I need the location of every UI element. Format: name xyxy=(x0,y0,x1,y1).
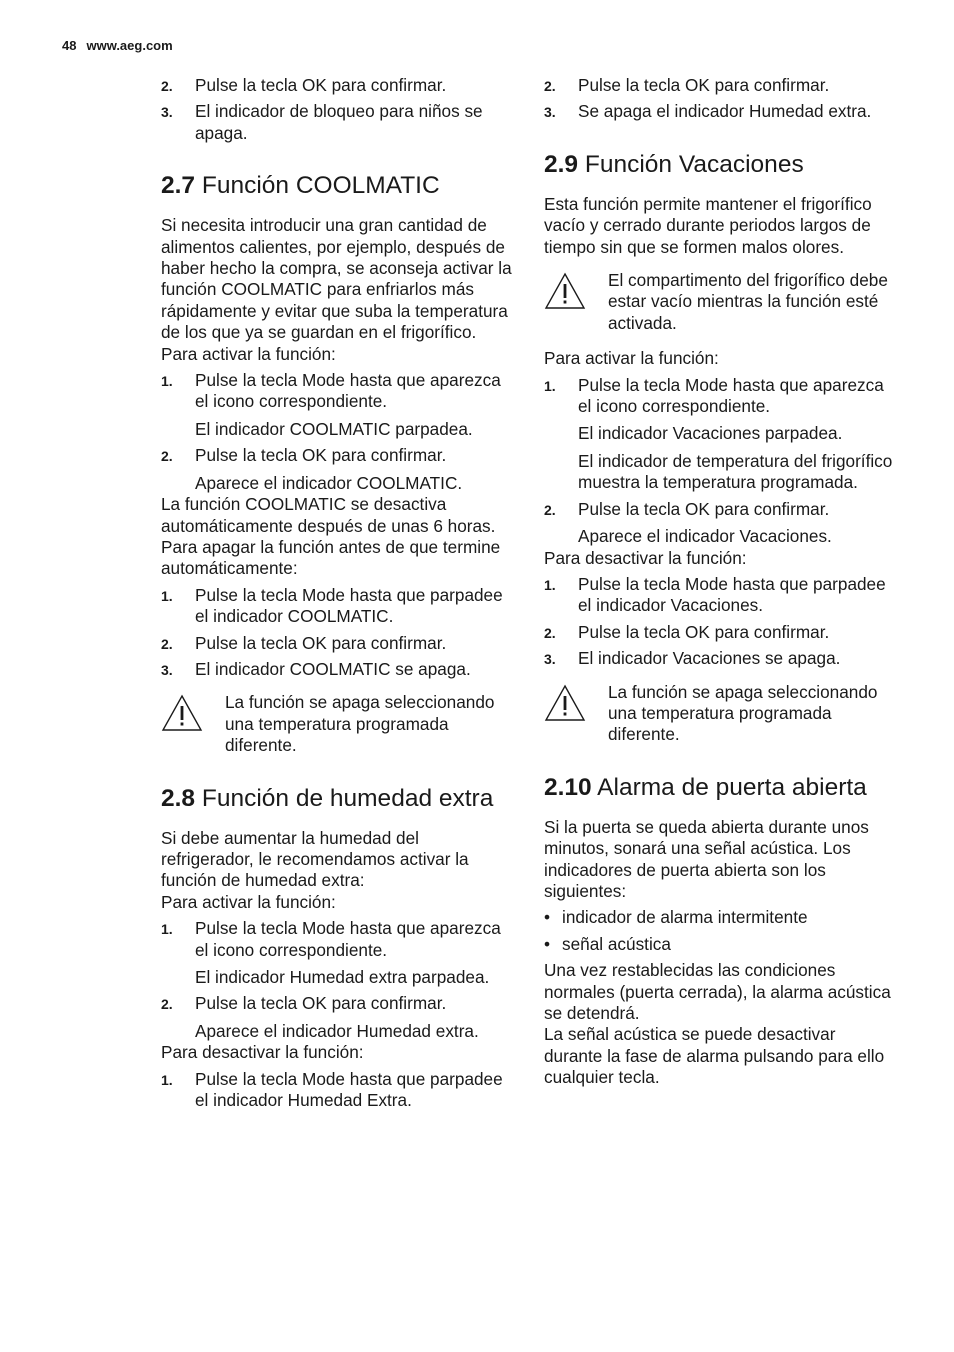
step-number: 3. xyxy=(544,651,556,668)
step-number: 1. xyxy=(161,1071,173,1088)
list-item xyxy=(161,585,513,628)
section-title: Función COOLMATIC xyxy=(201,172,440,200)
bullet-item xyxy=(544,907,896,928)
step-text: Pulse la tecla Mode hasta que parpadee el indicador COOLMATIC. xyxy=(195,584,503,627)
step-number: 2. xyxy=(544,501,556,518)
step-text: Pulse la tecla OK para confirmar. xyxy=(578,621,830,642)
step-text: El indicador Vacaciones se apaga. xyxy=(578,648,841,669)
step-text: Pulse la tecla Mode hasta que aparezca el icono correspondiente. xyxy=(195,370,501,412)
section-heading-2-7 xyxy=(161,172,513,200)
step-text: El indicador de bloqueo para niños se apaga. xyxy=(195,101,483,143)
list-item xyxy=(544,375,896,418)
step-text: Pulse la tecla OK para confirmar. xyxy=(195,75,447,95)
step-number: 1. xyxy=(161,373,173,390)
step-number: 2. xyxy=(161,78,173,94)
list-item xyxy=(161,993,513,1014)
step-text: Pulse la tecla Mode hasta que aparezca el icono correspondiente. xyxy=(578,374,884,417)
step-text: Se apaga el indicador Humedad extra. xyxy=(578,101,872,122)
warning-text: La función se apaga seleccionando una temperatura programada diferente. xyxy=(608,681,878,745)
website-url: www.aeg.com xyxy=(86,38,173,53)
paragraph: Si debe aumentar la humedad del refrigerador, le recomendamos activar la función de humedad extra: xyxy=(161,827,469,891)
step-number: 2. xyxy=(161,448,173,465)
list-item xyxy=(161,370,513,413)
step-text: Pulse la tecla Mode hasta que parpadee el indicador Humedad Extra. xyxy=(195,1068,503,1111)
section-heading-2-10 xyxy=(544,774,896,802)
list-item xyxy=(161,633,513,654)
list-item xyxy=(161,659,513,680)
step-note: El indicador COOLMATIC parpadea. xyxy=(195,418,473,439)
step-number: 2. xyxy=(544,624,556,641)
section-title: Alarma de puerta abierta xyxy=(597,773,867,801)
paragraph: La señal acústica se puede desactivar durante la fase de alarma pulsando para ello cualquier tecla. xyxy=(544,1024,885,1088)
section-title: Función de humedad extra xyxy=(201,784,494,812)
step-number: 1. xyxy=(544,377,556,394)
page-number: 48 xyxy=(62,38,77,53)
step-text: Pulse la tecla OK para confirmar. xyxy=(578,498,830,519)
step-number: 1. xyxy=(161,587,173,604)
step-note: Aparece el indicador COOLMATIC. xyxy=(195,472,463,493)
step-number: 3. xyxy=(161,104,173,121)
bullet-item xyxy=(544,934,896,955)
list-item xyxy=(161,101,513,144)
section-heading-2-9 xyxy=(544,151,896,179)
warning-note xyxy=(544,270,896,334)
step-number: 1. xyxy=(161,921,173,938)
left-column xyxy=(161,70,513,1116)
step-number: 2. xyxy=(544,78,556,94)
warning-note xyxy=(544,682,896,746)
paragraph: Para activar la función: xyxy=(161,891,336,912)
list-item xyxy=(544,499,896,520)
step-number: 2. xyxy=(161,635,173,652)
step-text: El indicador COOLMATIC se apaga. xyxy=(195,658,471,679)
step-note: Aparece el indicador Humedad extra. xyxy=(195,1020,479,1041)
step-note: Aparece el indicador Vacaciones. xyxy=(578,526,832,547)
page-header xyxy=(62,38,173,53)
step-note: El indicador Vacaciones parpadea. xyxy=(578,423,843,444)
paragraph: Si necesita introducir una gran cantidad de alimentos calientes, por ejemplo, después de haber hecho la compra, se aconseja activar la función COOLMATIC para enfriarlos más rápidamente y evitar que suba la temperatura de los que ya se guardan en el frigorífico. xyxy=(161,215,512,343)
warning-triangle-icon xyxy=(544,684,586,722)
list-item xyxy=(544,648,896,669)
step-note: El indicador de temperatura del frigorífico muestra la temperatura programada. xyxy=(578,450,893,493)
list-item xyxy=(161,75,513,96)
list-item xyxy=(544,622,896,643)
paragraph: Si la puerta se queda abierta durante unos minutos, sonará una señal acústica. Los indicadores de puerta abierta son los siguientes: xyxy=(544,816,869,901)
warning-text: La función se apaga seleccionando una temperatura programada diferente. xyxy=(225,692,495,756)
section-number: 2.8 xyxy=(161,784,196,812)
bullet-text: indicador de alarma intermitente xyxy=(562,907,808,928)
right-column xyxy=(544,70,896,1089)
step-number: 3. xyxy=(161,661,173,678)
paragraph: La función COOLMATIC se desactiva automáticamente después de unas 6 horas. xyxy=(161,494,496,536)
section-title: Función Vacaciones xyxy=(584,150,804,178)
paragraph: Para apagar la función antes de que termine automáticamente: xyxy=(161,536,501,579)
step-text: Pulse la tecla OK para confirmar. xyxy=(195,445,447,466)
paragraph: Para desactivar la función: xyxy=(544,547,747,568)
paragraph: Para activar la función: xyxy=(161,343,336,364)
list-item xyxy=(544,101,896,122)
paragraph: Esta función permite mantener el frigorífico vacío y cerrado durante periodos largos de tiempo sin que se formen malos olores. xyxy=(544,193,872,257)
bullet-icon: • xyxy=(544,907,551,928)
list-item xyxy=(544,574,896,617)
list-item xyxy=(161,445,513,466)
step-number: 3. xyxy=(544,104,556,121)
list-item xyxy=(161,918,513,961)
step-text: Pulse la tecla OK para confirmar. xyxy=(578,75,830,95)
list-item xyxy=(544,75,896,96)
step-number: 2. xyxy=(161,996,173,1013)
bullet-text: señal acústica xyxy=(562,933,671,954)
paragraph: Para desactivar la función: xyxy=(161,1042,364,1063)
warning-text: El compartimento del frigorífico debe estar vacío mientras la función esté activada. xyxy=(608,270,888,333)
step-text: Pulse la tecla OK para confirmar. xyxy=(195,993,447,1014)
section-number: 2.9 xyxy=(544,150,579,178)
section-number: 2.7 xyxy=(161,172,196,200)
paragraph: Una vez restablecidas las condiciones normales (puerta cerrada), la alarma acústica se detendrá. xyxy=(544,960,891,1023)
bullet-icon: • xyxy=(544,933,551,954)
step-number: 1. xyxy=(544,576,556,593)
paragraph: Para activar la función: xyxy=(544,348,719,369)
warning-triangle-icon xyxy=(544,272,586,310)
section-number: 2.10 xyxy=(544,773,592,801)
step-text: Pulse la tecla OK para confirmar. xyxy=(195,632,447,653)
step-note: El indicador Humedad extra parpadea. xyxy=(195,967,490,987)
step-text: Pulse la tecla Mode hasta que parpadee el indicador Vacaciones. xyxy=(578,573,886,616)
step-text: Pulse la tecla Mode hasta que aparezca el icono correspondiente. xyxy=(195,918,501,960)
warning-triangle-icon xyxy=(161,694,203,732)
warning-note xyxy=(161,692,513,756)
section-heading-2-8 xyxy=(161,785,513,813)
list-item xyxy=(161,1069,513,1112)
